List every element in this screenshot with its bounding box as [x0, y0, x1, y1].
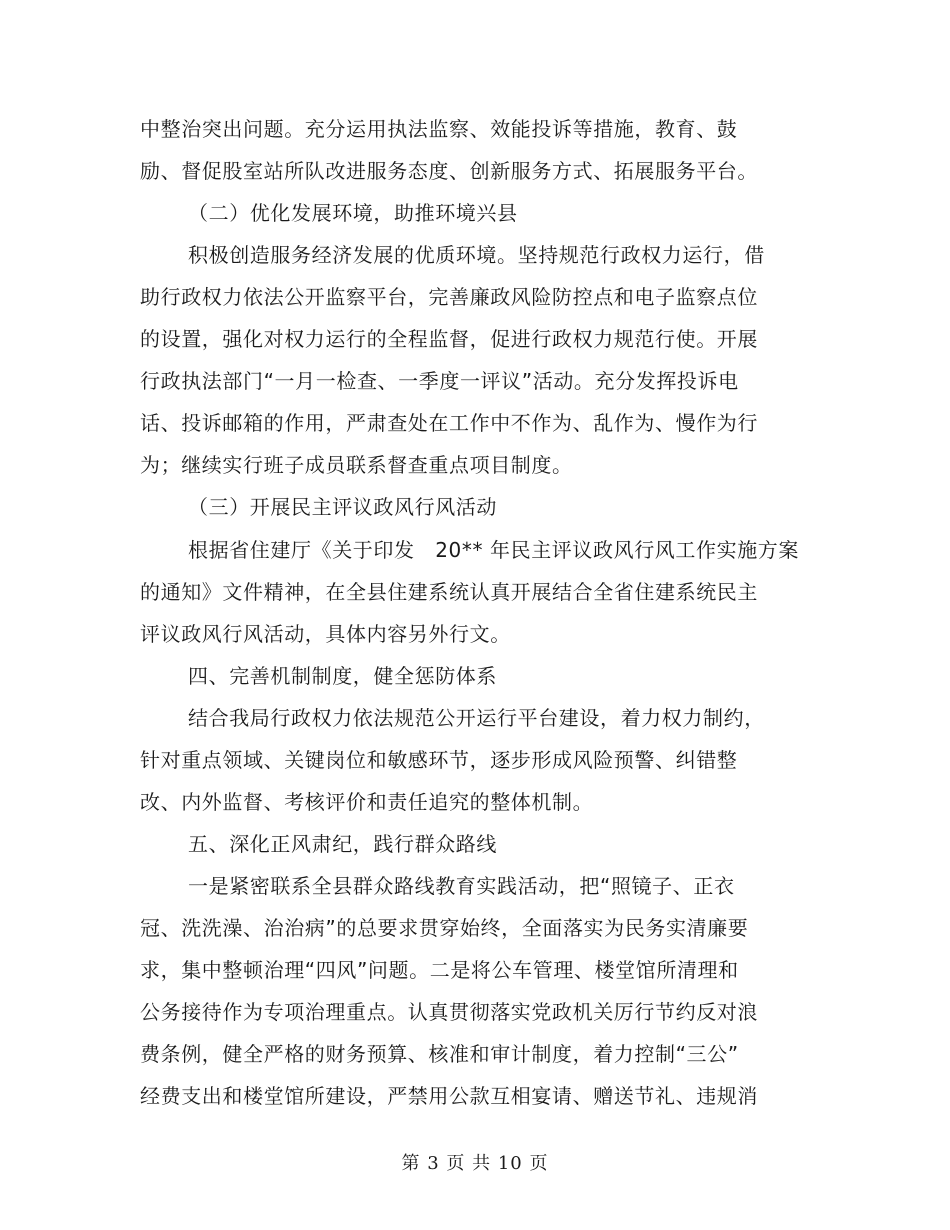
paragraph-line: 求，集中整顿治理“四风”问题。二是将公车管理、楼堂馆所清理和: [140, 958, 739, 982]
paragraph-line: 话、投诉邮箱的作用，严肃查处在工作中不作为、乱作为、慢作为行: [140, 411, 758, 435]
paragraph-line: 为；继续实行班子成员联系督查重点项目制度。: [140, 453, 573, 477]
paragraph-line: 一是紧密联系全县群众路线教育实践活动，把“照镜子、正衣: [188, 874, 735, 898]
paragraph-line: 助行政权力依法公开监察平台，完善廉政风险防控点和电子监察点位: [140, 285, 758, 309]
section-heading: 五、深化正风肃纪，践行群众路线: [188, 832, 497, 856]
paragraph-line: 冠、洗洗澡、治治病”的总要求贯穿始终，全面落实为民务实清廉要: [140, 916, 749, 940]
section-heading: 四、完善机制制度，健全惩防体系: [188, 664, 497, 688]
paragraph-line: 针对重点领域、关键岗位和敏感环节，逐步形成风险预警、纠错整: [140, 748, 738, 772]
paragraph-line: 公务接待作为专项治理重点。认真贯彻落实党政机关厉行节约反对浪: [140, 1000, 758, 1024]
paragraph-line: 经费支出和楼堂馆所建设，严禁用公款互相宴请、赠送节礼、违规消: [140, 1084, 758, 1108]
paragraph-line: 的设置，强化对权力运行的全程监督，促进行政权力规范行使。开展: [140, 327, 758, 351]
paragraph-line: 结合我局行政权力依法规范公开运行平台建设，着力权力制约，: [188, 706, 765, 730]
paragraph-line: 励、督促股室站所队改进服务态度、创新服务方式、拓展服务平台。: [140, 159, 758, 183]
paragraph-line: 费条例，健全严格的财务预算、核准和审计制度，着力控制“三公”: [140, 1042, 739, 1066]
page-number-footer: 第 3 页 共 10 页: [401, 1153, 549, 1174]
section-heading: （三）开展民主评议政风行风活动: [188, 495, 497, 519]
paragraph-line: 积极创造服务经济发展的优质环境。坚持规范行政权力运行，借: [188, 243, 765, 267]
paragraph-line: 改、内外监督、考核评价和责任追究的整体机制。: [140, 790, 594, 814]
paragraph-line: 的通知》文件精神，在全县住建系统认真开展结合全省住建系统民主: [140, 580, 758, 604]
paragraph-line: 中整治突出问题。充分运用执法监察、效能投诉等措施，教育、鼓: [140, 117, 738, 141]
paragraph-line: 行政执法部门“一月一检查、一季度一评议”活动。充分发挥投诉电: [140, 369, 739, 393]
paragraph-line: 根据省住建厅《关于印发 20** 年民主评议政风行风工作实施方案: [188, 538, 800, 562]
paragraph-line: 评议政风行风活动，具体内容另外行文。: [140, 622, 511, 646]
section-heading: （二）优化发展环境，助推环境兴县: [188, 201, 518, 225]
